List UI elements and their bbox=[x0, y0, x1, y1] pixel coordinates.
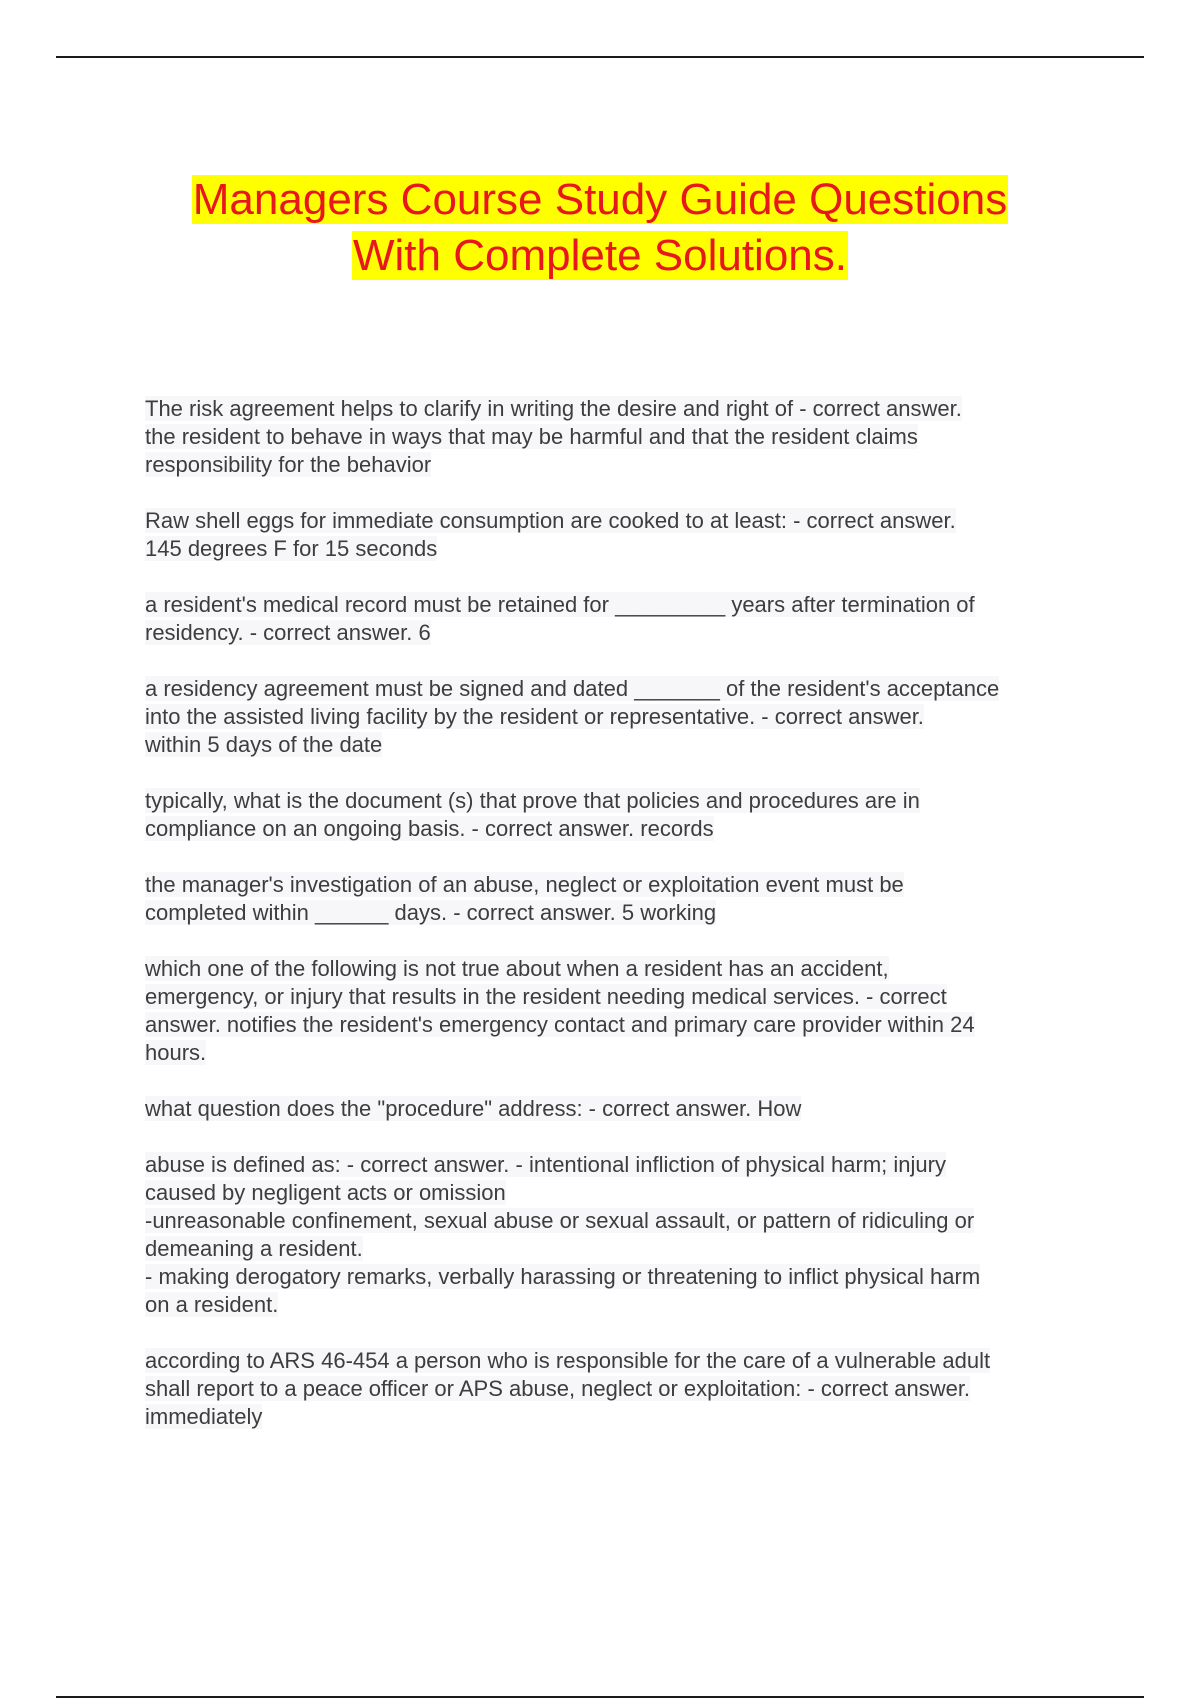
qa-entry-line: according to ARS 46-454 a person who is responsible for the care of a vulnerable adult bbox=[145, 1348, 991, 1373]
qa-entry bbox=[145, 871, 1105, 927]
qa-entry bbox=[145, 507, 1105, 563]
qa-entry-line: a resident's medical record must be retained for _________ years after termination of bbox=[145, 592, 975, 617]
qa-entry-line: immediately bbox=[145, 1404, 263, 1429]
qa-entry-line: which one of the following is not true about when a resident has an accident, bbox=[145, 956, 889, 981]
qa-entry-line: the manager's investigation of an abuse, neglect or exploitation event must be bbox=[145, 872, 904, 897]
qa-entry-line: a residency agreement must be signed and dated _______ of the resident's acceptance bbox=[145, 676, 1000, 701]
qa-entry-line: what question does the "procedure" address: - correct answer. How bbox=[145, 1096, 802, 1121]
title-line-2: With Complete Solutions. bbox=[353, 231, 847, 280]
qa-entry-line: the resident to behave in ways that may be harmful and that the resident claims bbox=[145, 424, 918, 449]
qa-entry bbox=[145, 787, 1105, 843]
qa-entry bbox=[145, 1095, 1105, 1123]
title-line-1: Managers Course Study Guide Questions bbox=[192, 175, 1008, 224]
qa-entry-line: demeaning a resident. bbox=[145, 1236, 363, 1261]
qa-list bbox=[145, 395, 1105, 1459]
qa-entry-line: answer. notifies the resident's emergency contact and primary care provider within 24 bbox=[145, 1012, 975, 1037]
qa-entry-line: residency. - correct answer. 6 bbox=[145, 620, 431, 645]
qa-entry-line: compliance on an ongoing basis. - correct answer. records bbox=[145, 816, 714, 841]
qa-entry-line: caused by negligent acts or omission bbox=[145, 1180, 506, 1205]
top-rule bbox=[56, 56, 1144, 58]
qa-entry bbox=[145, 591, 1105, 647]
qa-entry-line: completed within ______ days. - correct answer. 5 working bbox=[145, 900, 717, 925]
qa-entry bbox=[145, 955, 1105, 1067]
bottom-rule bbox=[56, 1696, 1144, 1698]
qa-entry-line: abuse is defined as: - correct answer. - intentional infliction of physical harm; injury bbox=[145, 1152, 946, 1177]
qa-entry-line: hours. bbox=[145, 1040, 207, 1065]
qa-entry-line: The risk agreement helps to clarify in writing the desire and right of - correct answer. bbox=[145, 396, 962, 421]
qa-entry bbox=[145, 1151, 1105, 1319]
qa-entry-line: typically, what is the document (s) that prove that policies and procedures are in bbox=[145, 788, 920, 813]
qa-entry-line: on a resident. bbox=[145, 1292, 279, 1317]
qa-entry bbox=[145, 675, 1105, 759]
qa-entry-line: emergency, or injury that results in the resident needing medical services. - correct bbox=[145, 984, 947, 1009]
qa-entry-line: shall report to a peace officer or APS abuse, neglect or exploitation: - correct answer. bbox=[145, 1376, 971, 1401]
qa-entry-line: responsibility for the behavior bbox=[145, 452, 432, 477]
qa-entry bbox=[145, 1347, 1105, 1431]
qa-entry-line: within 5 days of the date bbox=[145, 732, 383, 757]
qa-entry bbox=[145, 395, 1105, 479]
qa-entry-line: Raw shell eggs for immediate consumption are cooked to at least: - correct answer. bbox=[145, 508, 956, 533]
qa-entry-line: - making derogatory remarks, verbally harassing or threatening to inflict physical harm bbox=[145, 1264, 981, 1289]
qa-entry-line: into the assisted living facility by the resident or representative. - correct answer. bbox=[145, 704, 924, 729]
qa-entry-line: -unreasonable confinement, sexual abuse or sexual assault, or pattern of ridiculing or bbox=[145, 1208, 975, 1233]
qa-entry-line: 145 degrees F for 15 seconds bbox=[145, 536, 438, 561]
document-title bbox=[60, 172, 1140, 284]
